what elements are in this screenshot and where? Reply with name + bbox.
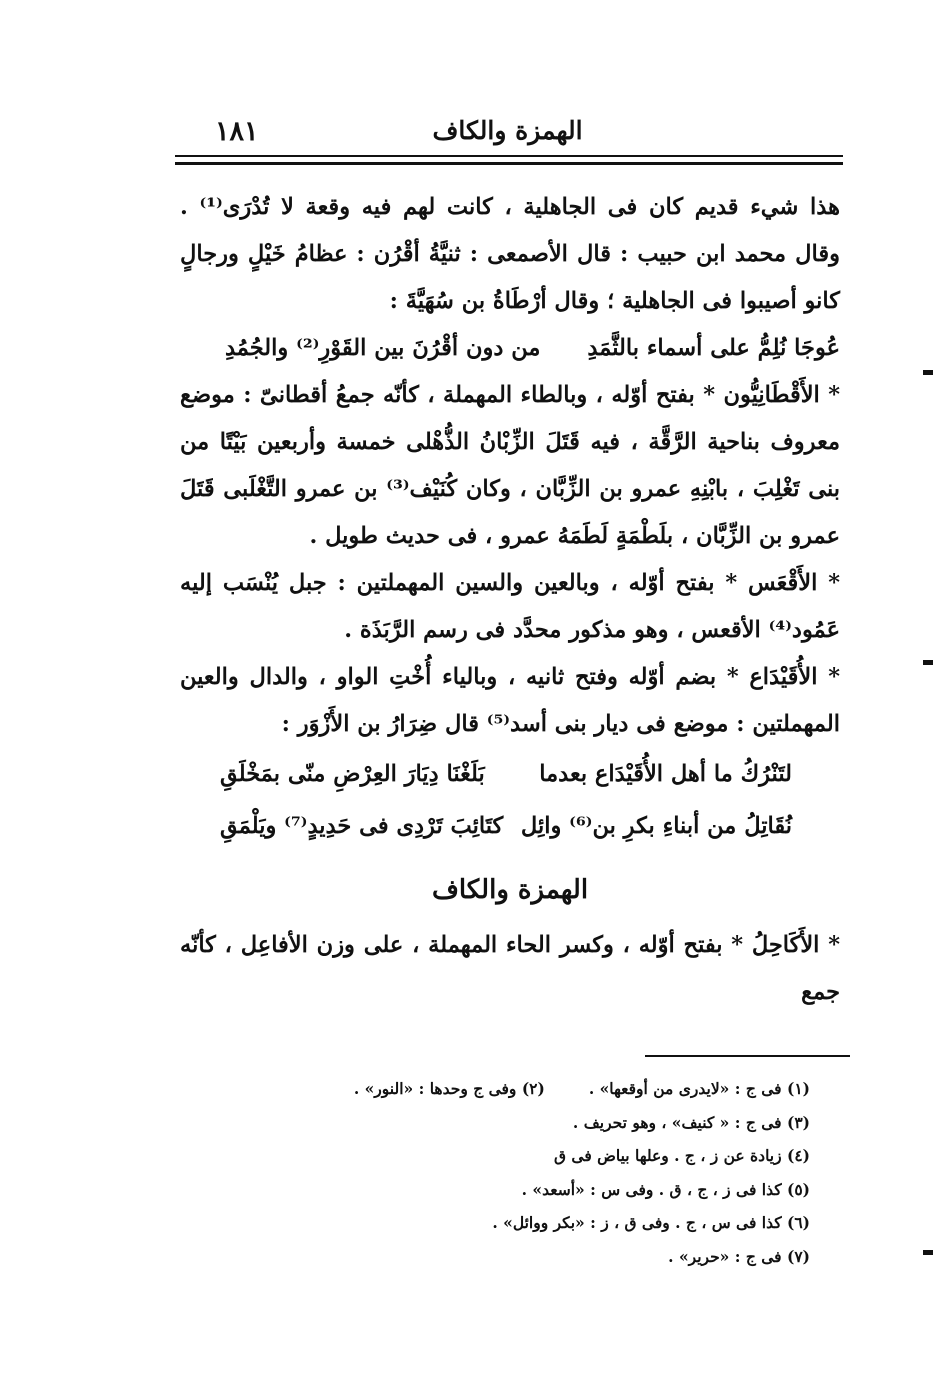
header-rule-thick [175,162,843,165]
footnote-row [240,1072,810,1106]
footnote: (٧) فى ج : «حرير» . [668,1246,810,1266]
scan-margin-mark [923,370,933,375]
verse-line [180,800,840,852]
scan-margin-mark [923,1250,933,1255]
scan-margin-mark [923,660,933,665]
paragraph: * الأَقْعَس * بفتح أوّله ، وبالعين والسين المهملتين : جبل يُنْسَب إليه عَمُود⁽⁴⁾ الأقعس ، وهو مذكور محدَّد فى رسم الرَّبَذَة . [180,570,840,643]
footnote: (٥) كذا فى ز ، ج ، ق . وفى س : «أسعد» . [521,1179,810,1199]
header-rule [175,155,843,157]
verse-line [180,748,840,800]
page-title: الهمزة والكاف [432,116,583,145]
page-header [175,108,840,154]
footnote: (١) فى ج : «لايدرى من أوقعها» . [588,1079,810,1098]
verse-hemistich: لتَنْرُكُ ما أهل الأُقَيْدَاع بعدما [539,761,792,787]
page-number: ١٨١ [215,116,259,147]
paragraph: هذا شيء قديم كان فى الجاهلية ، كانت لهم فيه وقعة لا تُدْرَى⁽¹⁾ . وقال محمد ابن حبيب : قال الأصمعى : ثنيَّةُ أقْرُن : عظامُ خَيْلٍ ورجالٍ كانو أصيبوا فى الجاهلية ؛ وقال أرْطَاةُ بن سُهَيَّةَ : [180,194,840,314]
footnote-rule [645,1055,850,1057]
footnotes [240,1072,810,1273]
main-text [180,184,840,1016]
paragraph: * الأَكَاحِلُ * بفتح أوّله ، وكسر الحاء المهملة ، على وزن الأفاعِل ، كأنّه جمع [180,932,840,1005]
footnote: (٢) وفى ج وحدها : «النور» . [353,1079,545,1098]
paragraph: * الأَقْطَانِيُّون * بفتح أوّله ، وبالطاء المهملة ، كأنّه جمعُ أقطانىّ : موضع معروف بناحية الرَّقَّة ، فيه قَتَلَ الزِّبْانُ الذُّهْلى خمسة وأربعين بَيْتًا من بنى تَغْلِبَ ، بابْنِهِ عمرو بن الزِّبَّان ، وكان كُنَيْف⁽³⁾ بن عمرو التَّغْلَبى قَتَلَ عمرو بن الزِّبَّان ، بلَطْمَةٍ لَطَمَهُ عمرو ، فى حديث طويل . [180,382,841,549]
footnote: (٦) كذا فى س ، ج . وفى ق ، ز : «بكر ووائل» . [492,1213,810,1232]
footnote: (٣) فى ج : « كنيف» ، وهو تحريف . [572,1112,810,1132]
footnote: (٤) زيادة عن ز ، ج . وعلها بياض فى ق [554,1146,810,1165]
verse-hemistich: كتَائِبَ تَرْدِى فى حَدِيدٍ⁽⁷⁾ ويَلْمَقِ [220,813,504,839]
verse-line: عُوجَا نُلِمُّ على أسماء بالثَّمَدِ من دون أقْرُنَ بين القَوْرِ⁽²⁾ والجُمُدِ [224,335,840,361]
verse-hemistich: بَلَغْنَا دِيَارَ العِرْضِ منّى بمَخْلَقِ [220,761,485,787]
section-heading: الهمزة والكاف [431,875,589,905]
paragraph: * الأُقَيْدَاع * بضم أوّله وفتح ثانيه ، وبالياء أُخْتِ الواو ، والدال والعين المهملتين : موضع فى ديار بنى أسد⁽⁵⁾ قال ضِرَارُ بن الأَزْوَر : [180,664,840,737]
verse-hemistich: نُقَاتِلُ من أبناءِ بكرِ بن⁽⁶⁾ وائِل [520,813,792,839]
